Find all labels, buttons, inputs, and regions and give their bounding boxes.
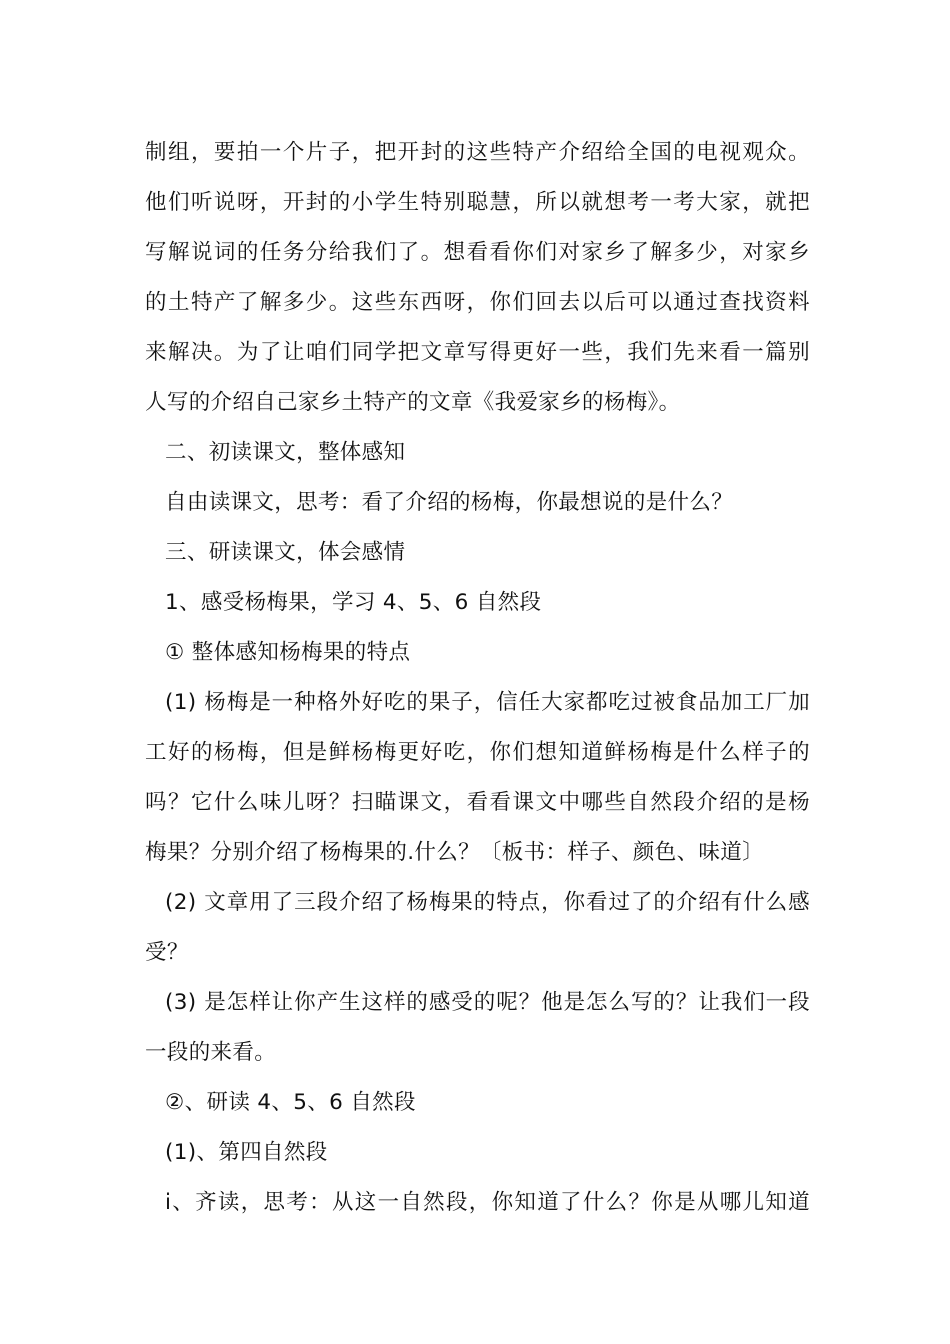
- text-line: 吗？它什么味儿呀？扫瞄课文，看看课文中哪些自然段介绍的是杨: [145, 790, 810, 815]
- text-line: ②、研读 4、5、6 自然段: [165, 1090, 416, 1115]
- text-line: 一段的来看。: [145, 1040, 277, 1065]
- document-body: [145, 128, 810, 1228]
- text-line: 工好的杨梅，但是鲜杨梅更好吃，你们想知道鲜杨梅是什么样子的: [145, 740, 810, 765]
- text-line: 二、初读课文，整体感知: [165, 440, 406, 465]
- text-line: 写解说词的任务分给我们了。想看看你们对家乡了解多少，对家乡: [145, 240, 810, 265]
- text-line: 来解决。为了让咱们同学把文章写得更好一些，我们先来看一篇别: [145, 340, 810, 365]
- text-line: (2) 文章用了三段介绍了杨梅果的特点，你看过了的介绍有什么感: [165, 890, 810, 915]
- text-line: (1) 杨梅是一种格外好吃的果子，信任大家都吃过被食品加工厂加: [165, 690, 810, 715]
- text-line: ① 整体感知杨梅果的特点: [165, 640, 411, 665]
- text-line: 他们听说呀，开封的小学生特别聪慧，所以就想考一考大家，就把: [145, 190, 810, 215]
- text-line: 受？: [145, 940, 189, 965]
- text-line: 1、感受杨梅果，学习 4、5、6 自然段: [165, 590, 542, 615]
- text-line: 三、研读课文，体会感情: [165, 540, 406, 565]
- text-line: 自由读课文，思考：看了介绍的杨梅，你最想说的是什么？: [165, 490, 734, 515]
- text-line: 梅果？分别介绍了杨梅果的.什么？〔板书：样子、颜色、味道〕: [145, 840, 764, 865]
- text-line: i、齐读，思考：从这一自然段，你知道了什么？你是从哪儿知道: [165, 1190, 810, 1215]
- text-line: 制组，要拍一个片子，把开封的这些特产介绍给全国的电视观众。: [145, 140, 810, 165]
- text-line: 人写的介绍自己家乡土特产的文章《我爱家乡的杨梅》。: [145, 390, 681, 415]
- text-line: (1)、第四自然段: [165, 1140, 328, 1165]
- text-line: 的土特产了解多少。这些东西呀，你们回去以后可以通过查找资料: [145, 290, 810, 315]
- text-line: (3) 是怎样让你产生这样的感受的呢？他是怎么写的？让我们一段: [165, 990, 810, 1015]
